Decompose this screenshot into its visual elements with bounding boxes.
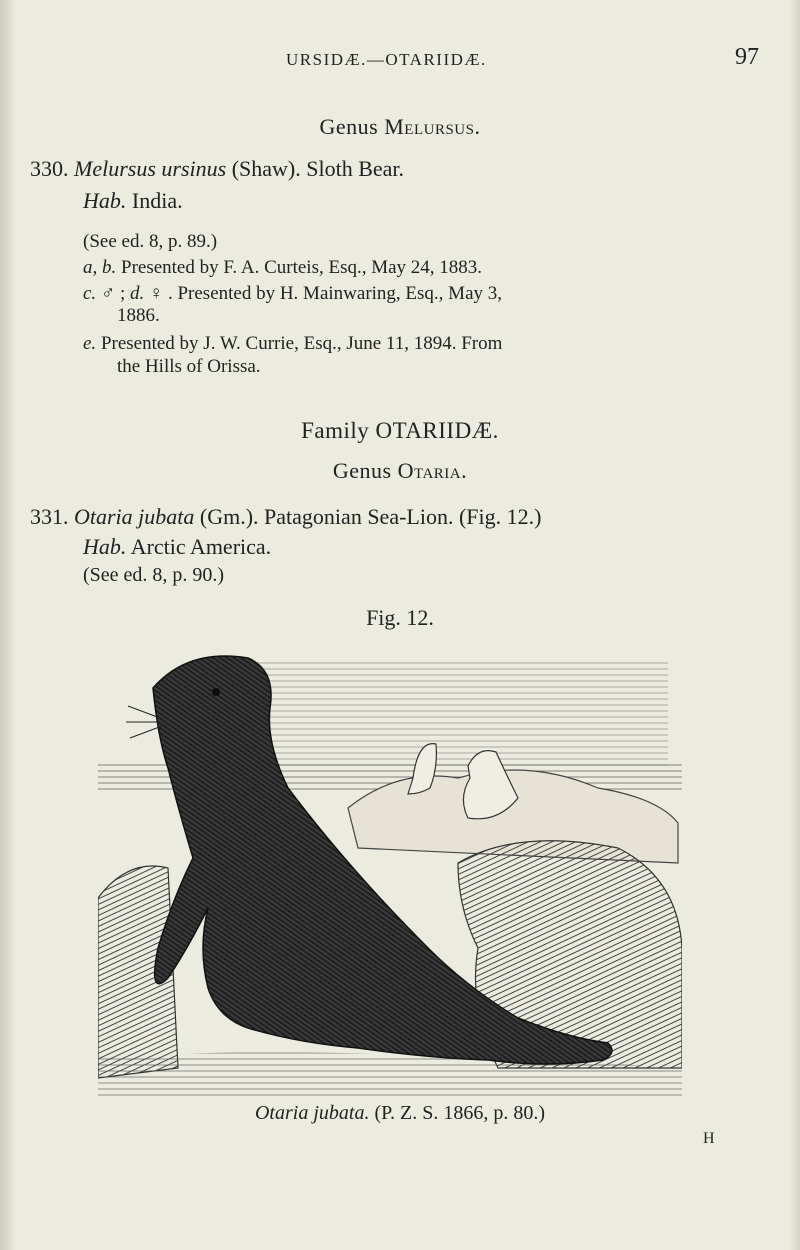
figure-caption: Otaria jubata. (P. Z. S. 1866, p. 80.)	[254, 1102, 546, 1124]
entry-330-specimen-e: e. Presented by J. W. Currie, Esq., June 11, 1894. From	[83, 333, 503, 354]
running-head	[0, 44, 800, 74]
figure-label: Fig. 12.	[366, 605, 434, 630]
engraving-svg	[98, 648, 682, 1096]
entry-330-habitat: Hab. India.	[83, 188, 183, 213]
entry-330-specimen-c: c. ♂ ; d. ♀ . Presented by H. Mainwaring, Esq., May 3,	[83, 283, 502, 304]
sky-lines	[248, 658, 668, 768]
genus-heading-melursus: Genus Melursus.	[319, 114, 481, 139]
entry-330-specimen-a: a, b. Presented by F. A. Curteis, Esq., May 24, 1883.	[83, 257, 483, 278]
entry-330-specimen-e-cont: the Hills of Orissa.	[117, 356, 261, 377]
signature-mark: H	[703, 1130, 715, 1147]
entry-331-line1: 331. Otaria jubata (Gm.). Patagonian Sea-Lion. (Fig. 12.)	[30, 504, 542, 529]
running-title: URSIDÆ.—OTARIIDÆ.	[286, 50, 487, 69]
page-number: 97	[735, 44, 759, 70]
sea-lion-eye	[212, 688, 220, 696]
family-heading: Family OTARIIDÆ.	[301, 418, 499, 443]
entry-330-line1: 330. Melursus ursinus (Shaw). Sloth Bear.	[30, 156, 405, 181]
sea-lion-engraving	[98, 648, 682, 1096]
entry-330-specimen-c-year: 1886.	[117, 305, 160, 326]
entry-331-see: (See ed. 8, p. 90.)	[83, 564, 225, 586]
genus-heading-otaria: Genus Otaria.	[332, 458, 468, 483]
entry-330-see: (See ed. 8, p. 89.)	[83, 231, 218, 252]
entry-331-habitat: Hab. Arctic America.	[83, 534, 272, 559]
